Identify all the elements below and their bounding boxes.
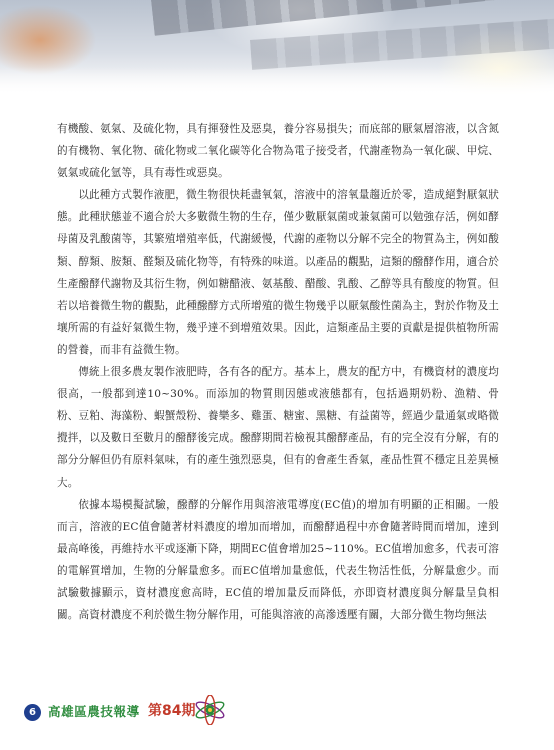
film-strip-decoration bbox=[250, 18, 554, 70]
paragraph-continued: 有機酸、氨氣、及硫化物，具有揮發性及惡臭，養分容易損失；而底部的厭氣層溶液，以含氮的有機物、氧化物、硫化物或二氧化碳等化合物為電子接受者，代謝產物為一氧化碳、甲烷、氨氣或硫化氫等，具有毒性或惡臭。 bbox=[57, 123, 499, 180]
paragraph: 依據本場模擬試驗，醱酵的分解作用與溶液電導度(EC值)的增加有明顯的正相關。一般而言，溶液的EC值會隨著材料濃度的增加而增加，而醱酵過程中亦會隨著時間而增加，達到最高峰後，再維持水平或逐漸下降，期間EC值會增加25~110%。EC值增加愈多，代表可溶的電解質增加，生物的分解量愈多。而EC值增加量愈低，代表生物活性低，分解量愈少。而試驗數據顯示，資材濃度愈高時，EC值的增加量反而降低，亦即資材濃度與分解量呈負相關。高資材濃度不利於微生物分解作用，可能與溶液的高滲透壓有關，大部分微生物均無法 bbox=[57, 498, 499, 622]
header-banner-image bbox=[0, 0, 554, 95]
journal-issue: 第84期 bbox=[148, 703, 196, 719]
paragraph: 傳統上很多農友製作液肥時，各有各的配方。基本上，農友的配方中，有機資材的濃度均很高，一般都到達10~30%。而添加的物質則因態或液態都有，包括過期奶粉、漁精、骨粉、豆粕、海藻粉、蝦蟹殼粉、養樂多、雞蛋、糖蜜、黑糖、有益菌等，經過少量通氣或略微攪拌，以及數日至數月的醱酵後完成。醱酵期間若檢視其醱酵產品，有的完全沒有分解，有的部分分解但仍有原料氣味，有的產生強烈惡臭，但有的會產生香氣，產品性質不穩定且差異極大。 bbox=[57, 366, 499, 489]
page-number: 6 bbox=[24, 704, 41, 721]
atom-icon bbox=[193, 695, 227, 725]
page-footer bbox=[0, 697, 554, 750]
banner-fade bbox=[0, 67, 554, 95]
paragraph: 以此種方式製作液肥，微生物很快耗盡氧氣，溶液中的溶氧量趨近於零，造成絕對厭氣狀態。此種狀態並不適合於大多數微生物的生存，僅少數厭氣菌或兼氣菌可以勉強存活，例如酵母菌及乳酸菌等，其繁殖增殖率低，代謝緩慢，代謝的產物以分解不完全的物質為主，例如酸類、醇類、胺類、醛類及硫化物等，有特殊的味道。以產品的觀點，這類的醱酵作用，適合於生產醱酵代謝物及其衍生物，例如糖醋液、氨基酸、醋酸、乳酸、乙醇等具有酸度的物質。但若以培養微生物的觀點，此種醱酵方式所增殖的微生物幾乎以厭氣酸性菌為主，對於作物及土壤所需的有益好氣微生物，幾乎達不到增殖效果。因此，這類產品主要的貢獻是提供植物所需的營養，而非有益微生物。 bbox=[57, 189, 499, 356]
article-body bbox=[57, 118, 499, 626]
journal-title: 高雄區農技報導 bbox=[48, 704, 140, 719]
